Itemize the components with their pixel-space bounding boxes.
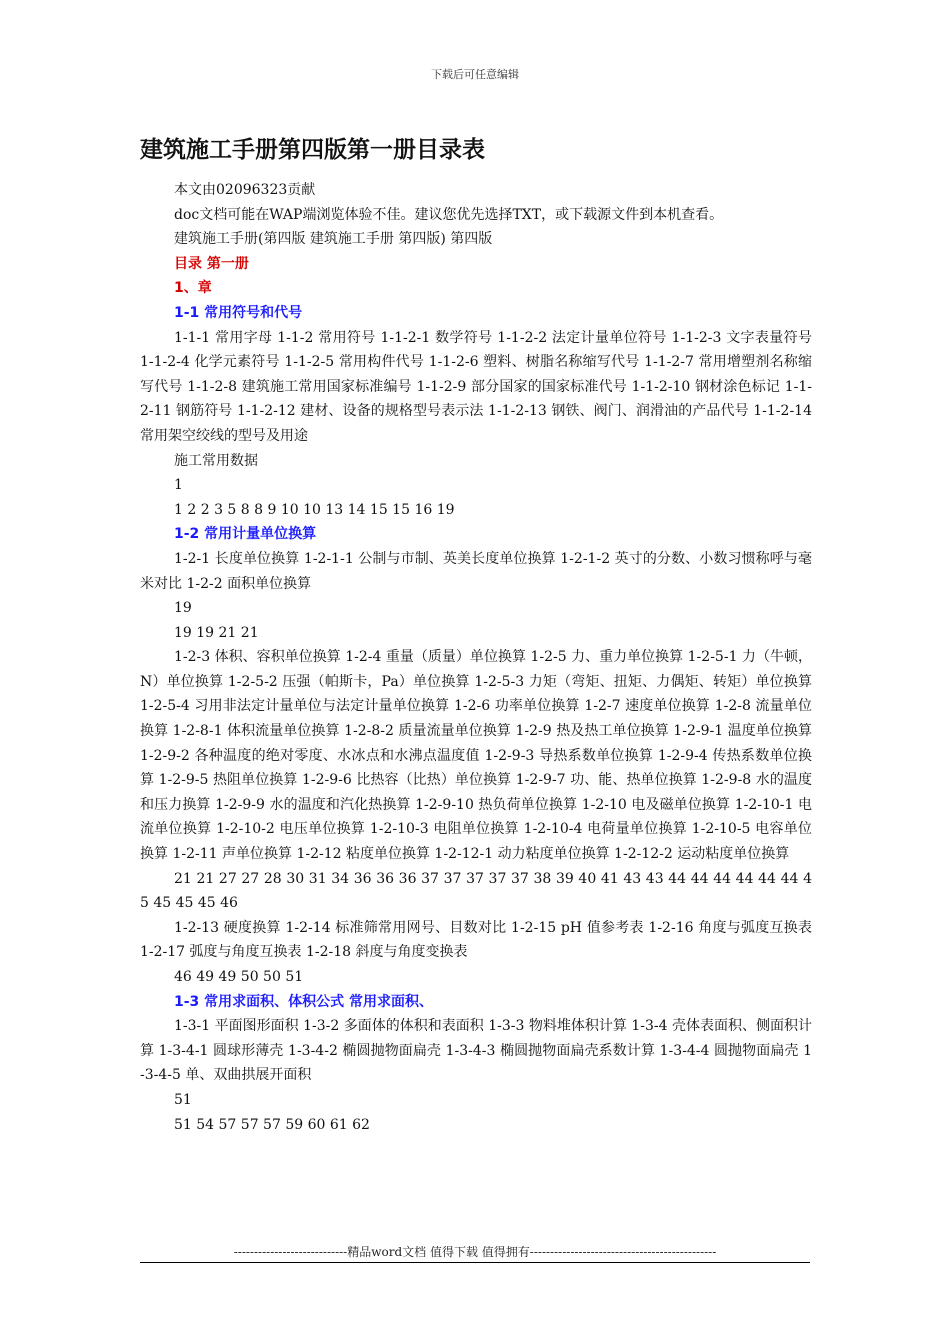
section-heading-1-2: 1-2 常用计量单位换算 bbox=[174, 526, 317, 543]
page-number-line: 19 19 21 21 bbox=[174, 624, 259, 641]
doc-notice: doc文档可能在WAP端浏览体验不佳。建议您优先选择TXT，或下载源文件到本机查看。 bbox=[174, 206, 724, 223]
section-heading-1-3: 1-3 常用求面积、体积公式 常用求面积、 bbox=[174, 993, 434, 1010]
footer-divider bbox=[140, 1262, 810, 1263]
page-number-line: 21 21 27 27 28 30 31 34 36 36 36 37 37 37 37 37 38 39 40 41 43 43 44 44 44 44 44 44 45 45 45 45 46 bbox=[140, 870, 812, 912]
page-number-line: 46 49 49 50 50 51 bbox=[174, 969, 304, 985]
section-heading-1-1: 1-1 常用符号和代号 bbox=[174, 304, 303, 321]
page-number-line: 1 2 2 3 5 8 8 9 10 10 13 14 15 15 16 19 bbox=[174, 501, 455, 518]
contributor-line: 本文由02096323贡献 bbox=[174, 182, 316, 198]
paragraph: 1-1-1 常用字母 1-1-2 常用符号 1-1-2-1 数学符号 1-1-2-2 法定计量单位符号 1-1-2-3 文字表量符号 1-1-2-4 化学元素符号 1-1-2-5 常用构件代号 1-1-2-6 塑料、树脂名称缩写代号 1-1-2-7 常用增塑剂名称缩写代号 1-1-2-8 建筑施工常用国家标准编号 1-1-2-9 部分国家的国家标准代号 1-1-2-10 钢材涂色标记 1-1-2-11 钢筋符号 1-1-2-12 建材、设备的规格型号表示法 1-1-2-13 钢铁、阀门、润滑油的产品代号 1-1-2-14 常用架空绞线的型号及用途 bbox=[140, 329, 812, 444]
paragraph: 1-2-1 长度单位换算 1-2-1-1 公制与市制、英美长度单位换算 1-2-1-2 英寸的分数、小数习惯称呼与毫米对比 1-2-2 面积单位换算 bbox=[140, 550, 812, 592]
toc-label: 目录 第一册 bbox=[174, 255, 249, 272]
paragraph: 1-2-13 硬度换算 1-2-14 标准筛常用网号、目数对比 1-2-15 pH 值参考表 1-2-16 角度与弧度互换表 1-2-17 弧度与角度互换表 1-2-18 斜度与角度变换表 bbox=[140, 919, 812, 961]
chapter-heading: 1、章 bbox=[174, 280, 212, 297]
paragraph: 施工常用数据 bbox=[174, 452, 258, 469]
footer-text: ----------------------------精品word文档 值得下载 值得拥有---------------------------------------------- bbox=[233, 1245, 717, 1259]
page-number-line: 51 54 57 57 57 59 60 61 62 bbox=[174, 1116, 370, 1133]
paragraph: 1-3-1 平面图形面积 1-3-2 多面体的体积和表面积 1-3-3 物料堆体积计算 1-3-4 壳体表面积、侧面积计算 1-3-4-1 圆球形薄壳 1-3-4-2 椭圆抛物面扁壳 1-3-4-3 椭圆抛物面扁壳系数计算 1-3-4-4 圆抛物面扁壳 1-3-4-5 单、双曲拱展开面积 bbox=[140, 1018, 812, 1084]
page-title: 建筑施工手册第四版第一册目录表 bbox=[140, 136, 485, 163]
page-number-line: 1 bbox=[174, 477, 183, 494]
document-body bbox=[140, 132, 812, 1137]
page-number-line: 19 bbox=[174, 600, 192, 617]
header-note: 下载后可任意编辑 bbox=[431, 68, 519, 81]
paragraph: 1-2-3 体积、容积单位换算 1-2-4 重量（质量）单位换算 1-2-5 力、重力单位换算 1-2-5-1 力（牛顿，N）单位换算 1-2-5-2 压强（帕斯卡，Pa）单位换算 1-2-5-3 力矩（弯矩、扭矩、力偶矩、转矩）单位换算 1-2-5-4 习用非法定计量单位与法定计量单位换算 1-2-6 功率单位换算 1-2-7 速度单位换算 1-2-8 流量单位换算 1-2-8-1 体积流量单位换算 1-2-8-2 质量流量单位换算 1-2-9 热及热工单位换算 1-2-9-1 温度单位换算 1-2-9-2 各种温度的绝对零度、水冰点和水沸点温度值 1-2-9-3 导热系数单位换算 1-2-9-4 传热系数单位换算 1-2-9-5 热阻单位换算 1-2-9-6 比热容（比热）单位换算 1-2-9-7 功、能、热单位换算 1-2-9-8 水的温度和压力换算 1-2-9-9 水的温度和汽化热换算 1-2-9-10 热负荷单位换算 1-2-10 电及磁单位换算 1-2-10-1 电流单位换算 1-2-10-2 电压单位换算 1-2-10-3 电阻单位换算 1-2-10-4 电荷量单位换算 1-2-10-5 电容单位换算 1-2-11 声单位换算 1-2-12 粘度单位换算 1-2-12-1 动力粘度单位换算 1-2-12-2 运动粘度单位换算 bbox=[140, 649, 812, 863]
page-number-line: 51 bbox=[174, 1091, 192, 1108]
book-line: 建筑施工手册(第四版 建筑施工手册 第四版) 第四版 bbox=[174, 231, 493, 248]
